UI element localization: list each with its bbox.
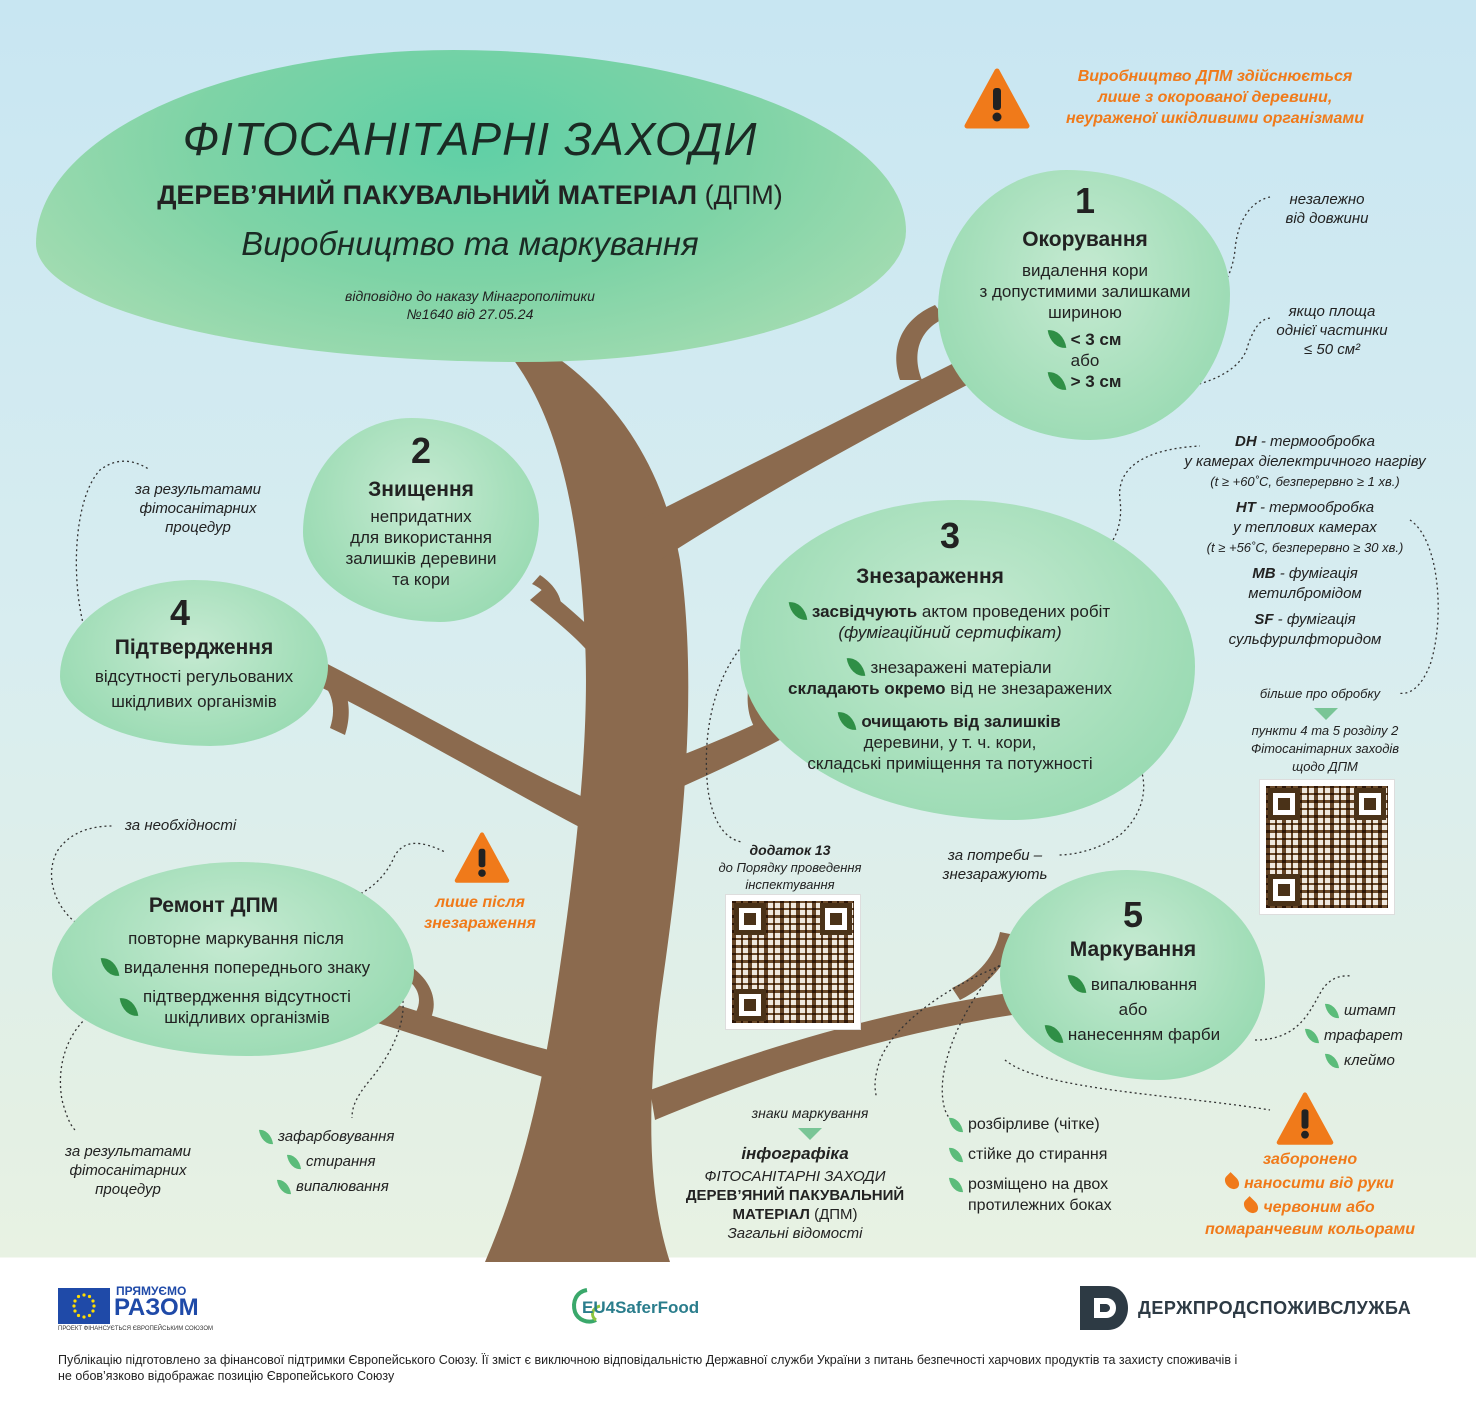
method-dh-line-2: у камерах діелектричного нагріву [1184,453,1426,470]
repair-line-2: видалення попереднього знаку [123,958,371,977]
step4-number: 4 [169,592,191,633]
step3-item3-bold: очищають від залишків [861,712,1061,731]
methods-more: більше про обробку [1259,686,1381,701]
dps-emblem-icon [1080,1286,1128,1330]
step5-tool-1: штамп [1344,1002,1396,1019]
leaf-icon [949,1176,963,1194]
eu-flag-icon [58,1288,110,1324]
leaf-icon [1068,973,1087,995]
page-title: ФІТОСАНІТАРНІ ЗАХОДИ [182,113,758,165]
flame-icon [1241,1196,1261,1216]
annex-line-1: до Порядку проведення [718,860,862,875]
signs-line-3: МАТЕРІАЛ [732,1206,810,1223]
method-ht-line-1: - термообробка [1255,499,1375,516]
signs-line-2: ДЕРЕВ’ЯНИЙ ПАКУВАЛЬНИЙ [685,1187,905,1204]
repair-method-3: випалювання [296,1178,389,1195]
leaf-icon [1305,1027,1319,1045]
qr-code-annex[interactable] [726,895,860,1029]
leaf-icon [120,996,139,1018]
annex-title: додаток 13 [749,842,831,858]
methods-ref-line-1: пункти 4 та 5 розділу 2 [1251,723,1399,738]
step3-item1-bold: засвідчують [811,602,918,621]
signs-line-3-abbr: (ДПМ) [814,1206,858,1223]
footer [0,1262,1476,1413]
step2-line-3: залишків деревини [345,549,497,568]
step4-note-line-1: за результатами [135,481,261,498]
order-line-2: №1640 від 27.05.24 [406,306,534,322]
repair-method-2: стирання [306,1153,376,1170]
step1-number: 1 [1074,180,1096,221]
leaf-icon [277,1178,291,1196]
step1-line-1: видалення кори [1021,261,1148,280]
signs-label: знаки маркування [751,1105,869,1121]
repair-warn-line-1: лише після [435,894,525,911]
step3-item3-line-2: деревини, у т. ч. кори, [863,733,1037,752]
step5-tool-2: трафарет [1324,1027,1403,1044]
step1-note2-line-1: якщо площа [1288,303,1376,320]
step3-note-line-1: за потреби – [947,847,1043,864]
forbidden-1: наносити від руки [1244,1175,1394,1192]
step5-or: або [1118,1000,1148,1019]
step3-item2-line-1: знезаражені матеріали [870,658,1052,677]
method-mb-line-2: метилбромідом [1248,585,1362,602]
dps-text: ДЕРЖПРОДСПОЖИВСЛУЖБА [1138,1298,1412,1318]
method-dh-code: DH [1235,433,1257,450]
leaf-icon [259,1128,273,1146]
step3-item3-line-3: складські приміщення та потужності [807,754,1093,773]
method-ht-line-3: (t ≥ +56˚С, безперервно ≥ 30 хв.) [1206,540,1404,555]
method-ht-code: HT [1235,499,1256,516]
step2-number: 2 [410,430,432,471]
step2-line-2: для використання [350,528,492,547]
method-sf-line-2: сульфурилфторидом [1228,631,1382,648]
step5-req-1: розбірливе (чітке) [968,1116,1100,1133]
dps-logo [1080,1286,1420,1330]
warning-icon [964,68,1030,130]
step5-req-3-line-1: розміщено на двох [968,1176,1109,1193]
warning-icon [1276,1092,1334,1146]
step1-opt1: < 3 см [1070,330,1122,349]
method-sf-line-1: - фумігація [1273,611,1356,628]
step4-note-line-3: процедур [165,519,231,536]
signs-info[interactable]: інфографіка [741,1144,849,1163]
subtitle-abbr: (ДПМ) [704,180,783,210]
step1-line-2: з допустимими залишками [979,282,1191,301]
step5-req-2: стійке до стирання [968,1146,1108,1163]
method-sf-code: SF [1254,611,1274,628]
warning-top-line-2: лише з окорованої деревини, [1097,89,1333,106]
step1-note2-line-3: ≤ 50 см² [1303,341,1361,358]
flame-icon [1222,1172,1242,1192]
methods-ref-line-2: Фітосанітарних заходів [1250,741,1400,756]
repair-note-need: за необхідності [125,817,237,834]
repair-note-res-line-2: фітосанітарних [69,1162,187,1179]
eu-logo [58,1284,214,1332]
annex-line-2: інспектування [745,877,835,892]
eu-text-small: ПРОЕКТ ФІНАНСУЄТЬСЯ ЄВРОПЕЙСЬКИМ СОЮЗОМ [58,1326,214,1332]
step3-item1-note: (фумігаційний сертифікат) [838,623,1062,642]
step2-line-1: непридатних [370,507,472,526]
step2-line-4: та кори [392,570,450,589]
step5-title: Маркування [1069,938,1197,961]
forbidden-2-line-2: помаранчевим кольорами [1205,1221,1415,1238]
repair-title: Ремонт ДПМ [148,894,279,917]
page-subtitle-2: Виробництво та маркування [241,225,699,262]
step1-line-3: шириною [1048,303,1122,322]
step3-number: 3 [939,515,961,556]
method-mb-line-1: - фумігація [1275,565,1358,582]
subtitle-main: ДЕРЕВ’ЯНИЙ ПАКУВАЛЬНИЙ МАТЕРІАЛ [157,180,698,210]
disclaimer-line-1: Публікацію підготовлено за фінансової підтримки Європейського Союзу. Її зміст є виключною відповідальністю Державної служби України з питань безпечності харчових продуктів та захисту споживачів і [58,1353,1238,1367]
leaf-icon [949,1146,963,1164]
leaf-icon [1047,328,1066,350]
step4-title: Підтвердження [114,636,274,659]
step5-number: 5 [1122,894,1144,935]
forbidden-2-line-1: червоним або [1263,1199,1375,1216]
step5-req-3-line-2: протилежних боках [968,1197,1112,1214]
leaf-icon [1045,1023,1064,1045]
step3-item1-rest: актом проведених робіт [921,602,1111,621]
step4-note-line-2: фітосанітарних [139,500,257,517]
repair-line-4: шкідливих організмів [164,1008,330,1027]
forbidden-title: заборонено [1262,1151,1358,1168]
step1-or: або [1070,351,1100,370]
step5-tool-3: клеймо [1344,1052,1395,1069]
order-line-1: відповідно до наказу Мінагрополітики [345,288,595,304]
step3-item2-rest: від не знезаражених [950,679,1112,698]
leaf-icon [1325,1002,1339,1020]
step5-line-2: нанесенням фарби [1067,1025,1221,1044]
step4-line-1: відсутності регульованих [94,667,294,686]
step1-note2-line-2: однієї частинки [1276,322,1388,339]
qr-code-methods[interactable] [1260,780,1394,914]
step1-opt2: > 3 см [1070,372,1122,391]
leaf-icon [1047,370,1066,392]
leaf-icon [101,956,120,978]
warning-top-line-3: неураженої шкідливими організмами [1066,110,1364,127]
step3-title: Знезараження [856,565,1004,588]
step1-note1-line-2: від довжини [1285,210,1369,227]
arrow-down-icon [1314,708,1338,720]
methods-ref-line-3: щодо ДПМ [1292,759,1358,774]
signs-line-4: Загальні відомості [727,1225,863,1242]
disclaimer-line-2: не обов’язково відображає позицію Європейського Союзу [58,1369,395,1383]
method-mb-code: MB [1252,565,1276,582]
step5-line-1: випалювання [1090,975,1198,994]
eu-text-top: ПРЯМУЄМО [116,1284,187,1298]
step4-line-2: шкідливих організмів [111,692,277,711]
warning-top-line-1: Виробництво ДПМ здійснюється [1077,68,1353,85]
repair-line-3: підтвердження відсутності [143,987,351,1006]
eu4saferfood-text: EU4SaferFood [582,1298,700,1317]
leaf-icon [949,1116,963,1134]
signs-line-1: ФІТОСАНІТАРНІ ЗАХОДИ [704,1168,886,1185]
leaf-icon [287,1153,301,1171]
leaf-icon [1325,1052,1339,1070]
step3-note-line-2: знезаражують [942,866,1048,883]
repair-warn-line-2: знезараження [424,915,536,932]
leaf-icon [847,656,866,678]
repair-line-1: повторне маркування після [128,929,344,948]
method-ht-line-2: у теплових камерах [1233,519,1377,536]
step1-title: Окорування [1022,228,1148,251]
method-dh-line-3: (t ≥ +60˚С, безперервно ≥ 1 хв.) [1210,474,1400,489]
arrow-down-icon [798,1128,822,1140]
repair-method-1: зафарбовування [278,1128,395,1145]
step2-title: Знищення [368,478,474,501]
step3-item2-bold: складають окремо [788,679,946,698]
step1-note1-line-1: незалежно [1289,191,1365,208]
repair-note-res-line-3: процедур [95,1181,161,1198]
repair-note-res-line-1: за результатами [65,1143,191,1160]
method-dh-line-1: - термообробка [1256,433,1375,450]
warning-icon [454,832,510,884]
leaf-icon [838,710,857,732]
leaf-icon [789,600,808,622]
eu-text-big: РАЗОМ [114,1294,199,1321]
eu4saferfood-logo [570,1286,730,1326]
page-subtitle [60,180,880,211]
